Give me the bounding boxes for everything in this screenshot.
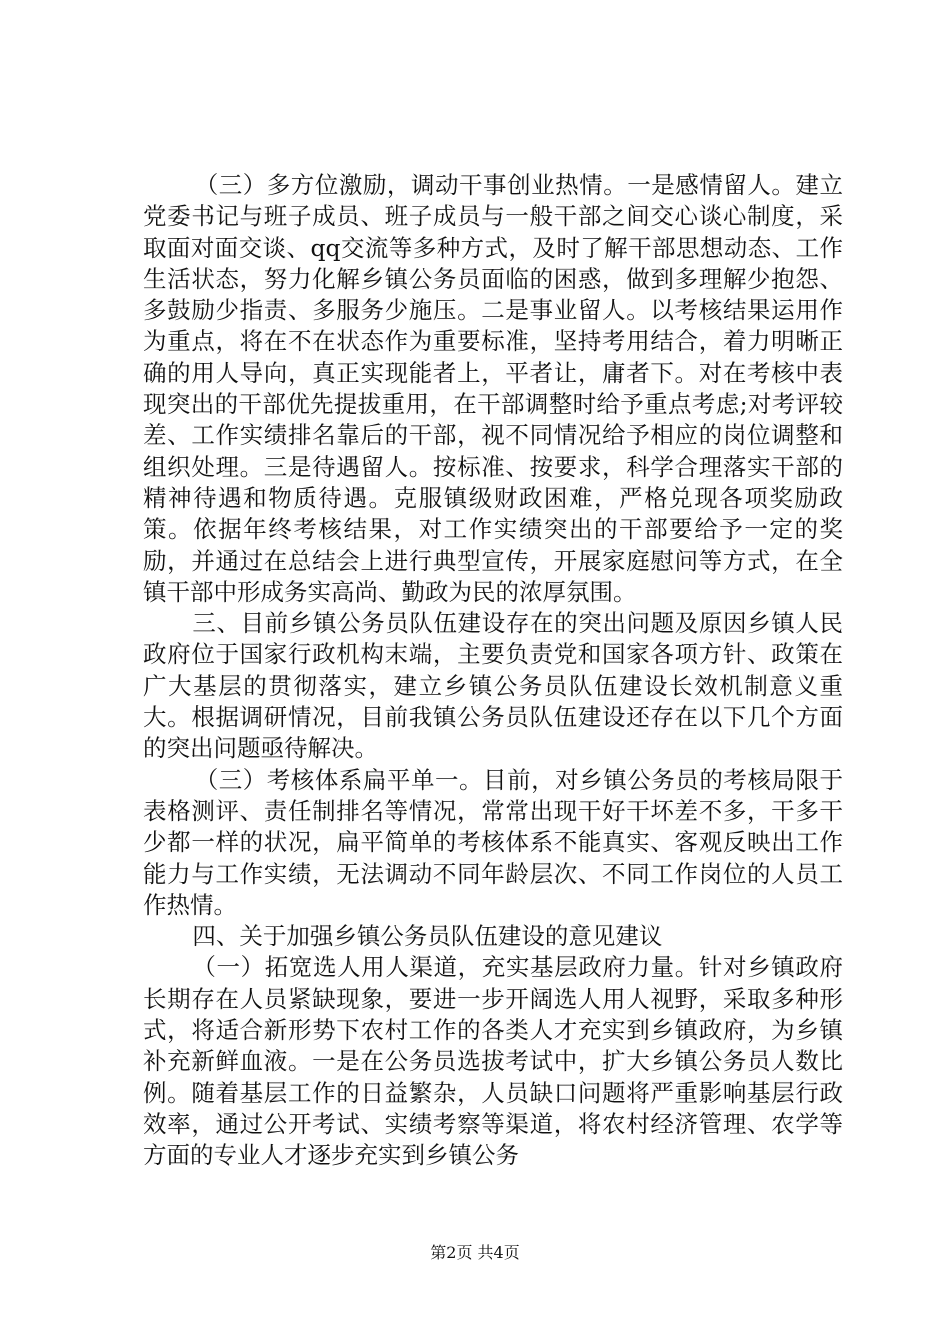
paragraph-incentives: （三）多方位激励，调动干事创业热情。一是感情留人。建立党委书记与班子成员、班子成员与一般干部之间交心谈心制度，采取面对面交谈、qq交流等多种方式，及时了解干部思想动态、工作生活状态，努力化解乡镇公务员面临的困惑，做到多理解少抱怨、多鼓励少指责、多服务少施压。二是事业留人。以考核结果运用作为重点，将在不在状态作为重要标准，坚持考用结合，着力明晰正确的用人导向，真正实现能者上，平者让，庸者下。对在考核中表现突出的干部优先提拔重用，在干部调整时给予重点考虑;对考评较差、工作实绩排名靠后的干部，视不同情况给予相应的岗位调整和组织处理。三是待遇留人。按标准、按要求，科学合理落实干部的精神待遇和物质待遇。克服镇级财政困难，严格兑现各项奖励政策。依据年终考核结果，对工作实绩突出的干部要给予一定的奖励，并通过在总结会上进行典型宣传，开展家庭慰问等方式，在全镇干部中形成务实高尚、勤政为民的浓厚氛围。	[143, 171, 843, 606]
paragraph-recruitment: （一）拓宽选人用人渠道，充实基层政府力量。针对乡镇政府长期存在人员紧缺现象，要进一步开阔选人用人视野，采取多种形式，将适合新形势下农村工作的各类人才充实到乡镇政府，为乡镇补充新鲜血液。一是在公务员选拔考试中，扩大乡镇公务员人数比例。随着基层工作的日益繁杂，人员缺口问题将严重影响基层行政效率，通过公开考试、实绩考察等渠道，将农村经济管理、农学等方面的专业人才逐步充实到乡镇公务	[143, 953, 843, 1170]
paragraph-assessment: （三）考核体系扁平单一。目前，对乡镇公务员的考核局限于表格测评、责任制排名等情况，常常出现干好干坏差不多，干多干少都一样的状况，扁平简单的考核体系不能真实、客观反映出工作能力与工作实绩，无法调动不同年龄层次、不同工作岗位的人员工作热情。	[143, 765, 843, 919]
section-four-heading: 四、关于加强乡镇公务员队伍建设的意见建议	[192, 922, 663, 951]
paragraph-section-three: 三、目前乡镇公务员队伍建设存在的突出问题及原因乡镇人民政府位于国家行政机构末端，主要负责党和国家各项方针、政策在广大基层的贯彻落实，建立乡镇公务员队伍建设长效机制意义重大。根据调研情况，目前我镇公务员队伍建设还存在以下几个方面的突出问题亟待解决。	[143, 609, 843, 763]
page-number-footer: 第2页 共4页	[430, 1243, 520, 1262]
document-body	[143, 170, 843, 1172]
